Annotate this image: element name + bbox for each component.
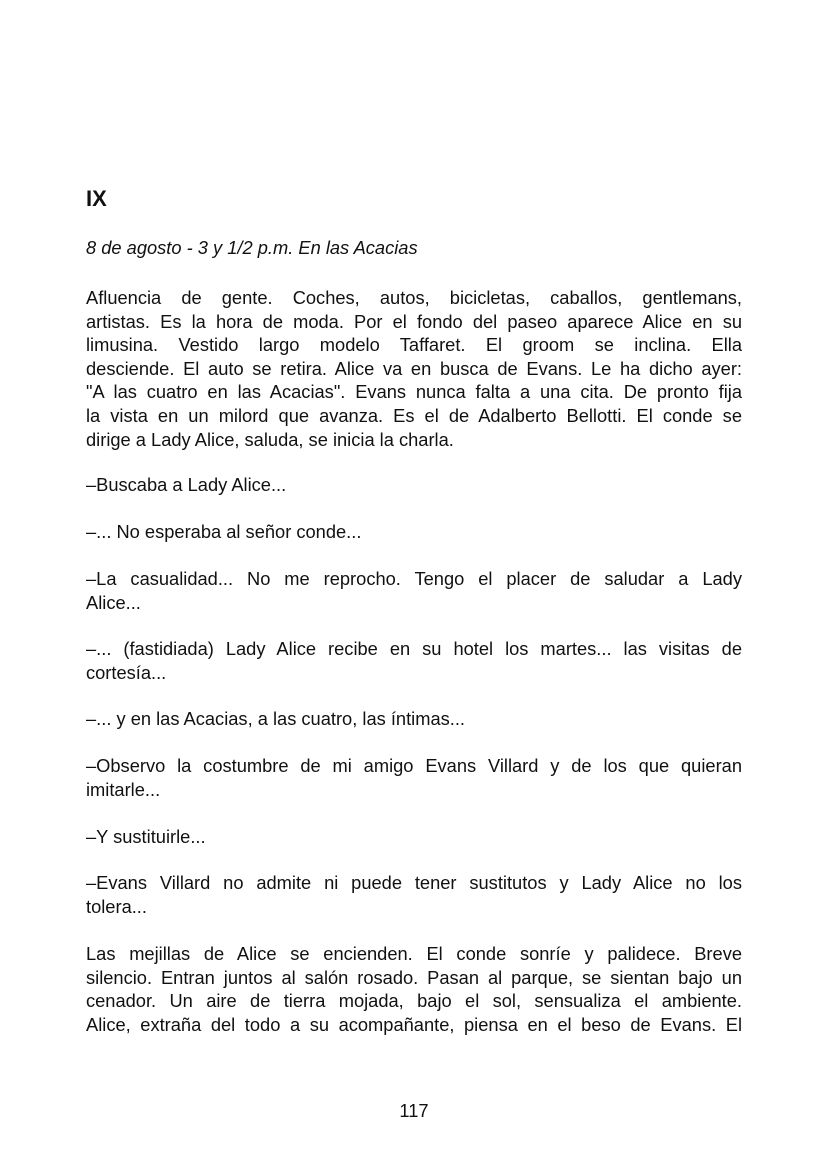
text-line: tolera... xyxy=(86,895,147,917)
paragraph xyxy=(86,871,742,918)
text-line: desciende. El auto se retira. Alice va en busca de Evans. Le ha dicho ayer: xyxy=(86,357,742,379)
text-line: –... No esperaba al señor conde... xyxy=(86,521,362,542)
paragraph xyxy=(86,754,742,801)
paragraph xyxy=(86,286,742,451)
paragraph xyxy=(86,567,742,614)
text-line: –... y en las Acacias, a las cuatro, las íntimas... xyxy=(86,708,465,729)
text-line: la vista en un milord que avanza. Es el de Adalberto Bellotti. El conde se xyxy=(86,404,742,426)
paragraph xyxy=(86,637,742,684)
text-line: cenador. Un aire de tierra mojada, bajo el sol, sensualiza el ambiente. xyxy=(86,990,742,1012)
page-number: 117 xyxy=(399,1100,429,1121)
text-line: Las mejillas de Alice se encienden. El conde sonríe y palidece. Breve xyxy=(86,943,742,964)
text-line: limusina. Vestido largo modelo Taffaret. El groom se inclina. Ella xyxy=(86,334,742,356)
text-line: Alice... xyxy=(86,591,141,613)
scene-subtitle: 8 de agosto - 3 y 1/2 p.m. En las Acacias xyxy=(86,237,418,258)
text-line: "A las cuatro en las Acacias". Evans nunca falta a una cita. De pronto fija xyxy=(86,381,742,403)
text-line: –Y sustituirle... xyxy=(86,826,206,847)
text-line: –Evans Villard no admite ni puede tener sustitutos y Lady Alice no los xyxy=(86,872,742,893)
paragraph xyxy=(86,473,742,497)
text-line: imitarle... xyxy=(86,778,161,800)
chapter-heading: IX xyxy=(86,186,107,211)
paragraph xyxy=(86,707,742,731)
text-line: artistas. Es la hora de moda. Por el fondo del paseo aparece Alice en su xyxy=(86,310,742,332)
text-line: –... (fastidiada) Lady Alice recibe en su hotel los martes... las visitas de xyxy=(86,638,742,659)
text-line: –La casualidad... No me reprocho. Tengo el placer de saludar a Lady xyxy=(86,568,742,589)
text-line: cortesía... xyxy=(86,661,167,683)
text-line: –Observo la costumbre de mi amigo Evans Villard y de los que quieran xyxy=(86,755,742,776)
paragraph xyxy=(86,942,742,1036)
text-line: –Buscaba a Lady Alice... xyxy=(86,474,287,495)
paragraph xyxy=(86,825,742,849)
text-line: Afluencia de gente. Coches, autos, bicicletas, caballos, gentlemans, xyxy=(86,287,742,308)
text-line: silencio. Entran juntos al salón rosado. Pasan al parque, se sientan bajo un xyxy=(86,966,742,988)
text-line: dirige a Lady Alice, saluda, se inicia la charla. xyxy=(86,428,454,450)
paragraph xyxy=(86,520,742,544)
text-line: Alice, extraña del todo a su acompañante, piensa en el beso de Evans. El xyxy=(86,1013,742,1035)
